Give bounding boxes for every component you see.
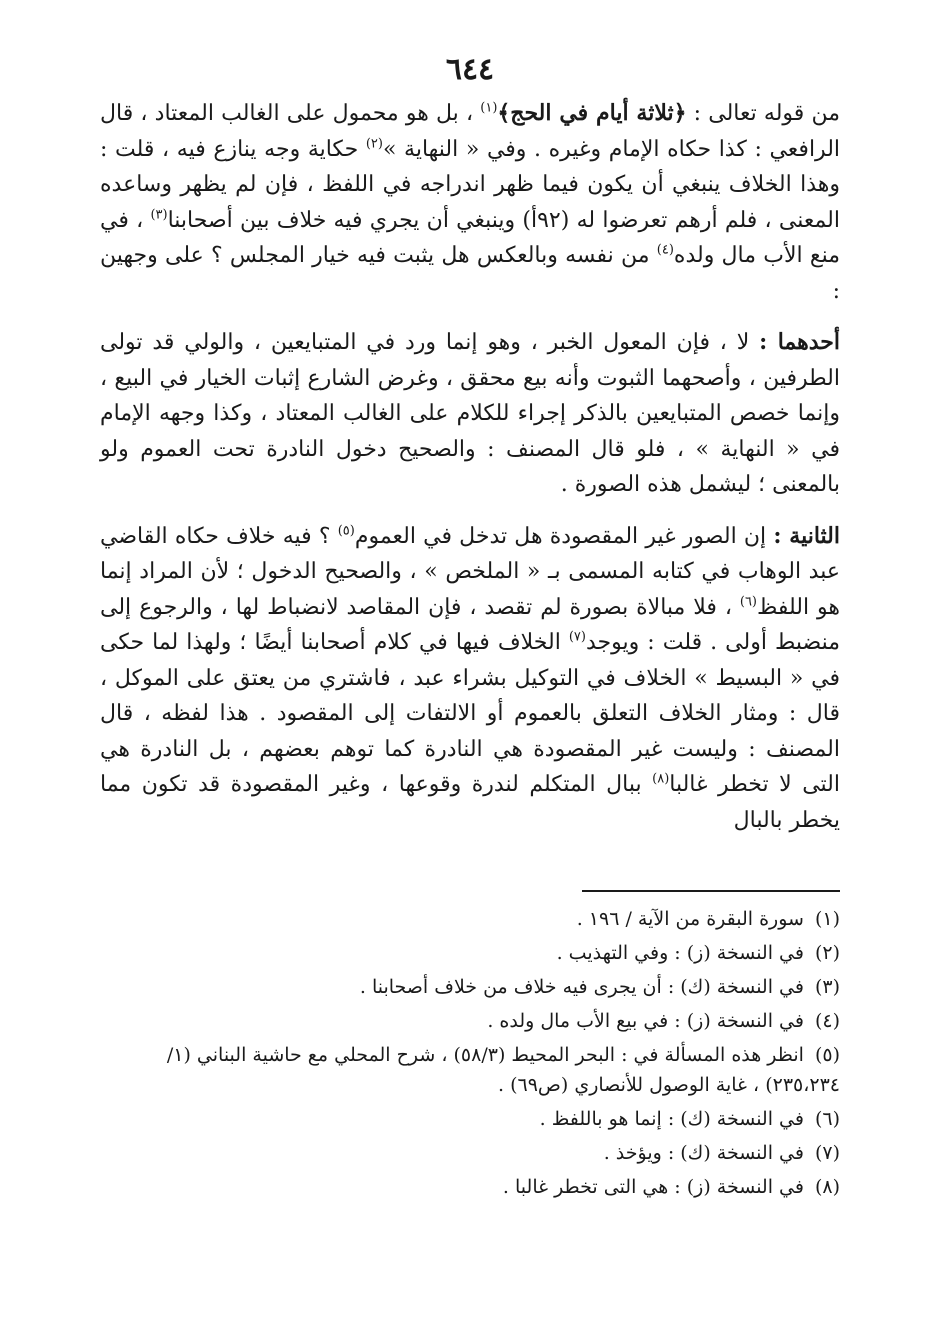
body-paragraph — [100, 325, 840, 503]
footnote-marker: (٤) — [656, 242, 674, 258]
footnote-text: في النسخة (ز) : هي التى تخطر غالبا . — [502, 1176, 810, 1198]
paragraph-text: حكاية وجه ينازع فيه ، قلت : وهذا الخلاف ينبغي أن يكون فيما ظهر اندراجه في اللفظ ، فإن لم يظهر وساعده المعنى ، فلم أرهم تعرضوا له (٩٢أ) وينبغي أن يجري فيه خلاف بين أصحابنا — [100, 136, 840, 233]
footnote-text: في النسخة (ك) : إنما هو باللفظ . — [539, 1108, 810, 1130]
footnote-number: (٥) — [814, 1044, 840, 1066]
footnote-marker: (١) — [480, 100, 498, 116]
footnote-number: (٦) — [814, 1108, 840, 1130]
paragraph-text: ؟ فيه خلاف حكاه القاضي عبد الوهاب في كتابه المسمى بـ « الملخص » ، والصحيح الدخول ؛ لأن المراد إنما هو اللفظ — [100, 523, 841, 620]
footnote-item — [100, 1006, 840, 1036]
footnote-text: في النسخة (ك) : ويؤخذ . — [603, 1142, 810, 1164]
footnote-list — [100, 904, 840, 1202]
footnote-number: (٨) — [814, 1176, 840, 1198]
paragraph-text: من قوله تعالى : — [686, 101, 840, 126]
footnote-marker: (٣) — [150, 207, 168, 223]
footnote-item — [100, 1138, 840, 1168]
footnote-item — [100, 938, 840, 968]
footnote-text: في النسخة (ز) : وفي التهذيب . — [556, 942, 810, 964]
footnote-marker: (٨) — [652, 771, 670, 787]
footnote-marker: (٧) — [568, 629, 586, 645]
footnote-number: (٣) — [814, 976, 840, 998]
paragraph-lead: الثانية : — [773, 522, 840, 549]
paragraph-text: من نفسه وبالعكس هل يثبت فيه خيار المجلس ؟ على وجهين : — [100, 243, 840, 304]
footnote-text: سورة البقرة من الآية / ١٩٦ . — [576, 908, 810, 930]
footnote-text: في النسخة (ك) : أن يجرى فيه خلاف من خلاف أصحابنا . — [359, 976, 810, 998]
footnote-number: (٧) — [814, 1142, 840, 1164]
footnote-separator — [582, 890, 840, 892]
paragraph-text: إن الصور غير المقصودة هل تدخل في العموم — [354, 523, 774, 549]
paragraph-text: ، فلا مبالاة بصورة لم تقصد ، فإن المقاصد لانضباط لها ، والرجوع إلى منضبط أولى . قلت : ويوجد — [100, 594, 840, 655]
footnotes — [100, 890, 840, 1206]
footnote-text: انظر هذه المسألة في : البحر المحيط (٥٨/٣) ، شرح المحلي مع حاشية البناني (١/ ٢٣٥،٢٣٤) ، غاية الوصول للأنصاري (ص٦٩) . — [166, 1044, 840, 1096]
body-text — [100, 96, 840, 838]
paragraph-text: ببال المتكلم لندرة وقوعها ، وغير المقصودة قد تكون مما يخطر بالبال — [100, 772, 840, 833]
footnote-number: (٤) — [814, 1010, 840, 1032]
footnote-item — [100, 1040, 840, 1100]
body-paragraph — [100, 519, 840, 839]
footnote-text: في النسخة (ز) : في بيع الأب مال ولده . — [487, 1010, 810, 1032]
page-number: ٦٤٤ — [445, 52, 495, 87]
footnote-marker: (٦) — [739, 594, 757, 610]
footnote-item — [100, 1172, 840, 1202]
page-body — [100, 50, 840, 838]
footnote-number: (٢) — [814, 942, 840, 964]
footnote-marker: (٢) — [365, 136, 383, 152]
quran-quote: ﴿ثلاثة أيام في الحج﴾ — [497, 100, 687, 126]
paragraph-text: الخلاف فيها في كلام أصحابنا أيضًا ؛ ولهذا لما حكى في « البسيط » الخلاف في التوكيل بشراء عبد ، فاشتري من يعتق على الموكل ، قال : ومثار الخلاف التعلق بالعموم أو الالتفات إلى المقصود . هذا لفظه ، قال المصنف : وليست غير المقصودة هي النادرة كما توهم بعضهم ، بل النادرة هي التى لا تخطر غالبا — [100, 630, 840, 797]
paragraph-text: لا ، فإن المعول الخبر ، وهو إنما ورد في المتبايعين ، والولي قد تولى الطرفين ، وأصحهما الثبوت وأنه بيع محقق ، وغرض الشارع إثبات الخيار في البيع ، وإنما خصص المتبايعين بالذكر إجراء للكلام على الغالب المعتاد ، وكذا وجهه الإمام في « النهاية » ، فلو قال المصنف : والصحيح دخول النادرة تحت العموم ولو بالمعنى ؛ ليشمل هذه الصورة . — [100, 330, 840, 497]
paragraph-text: ، في منع الأب مال ولده — [100, 207, 840, 268]
paragraph-lead: أحدهما : — [759, 329, 840, 355]
footnote-item — [100, 972, 840, 1002]
footnote-number: (١) — [814, 908, 840, 930]
body-paragraph — [100, 96, 840, 309]
paragraph-text: ، بل هو محمول على الغالب المعتاد ، قال الرافعي : كذا حكاه الإمام وغيره . وفي « النهاية » — [100, 101, 841, 162]
footnote-item — [100, 1104, 840, 1134]
footnote-marker: (٥) — [337, 523, 355, 539]
footnote-item — [100, 904, 840, 934]
